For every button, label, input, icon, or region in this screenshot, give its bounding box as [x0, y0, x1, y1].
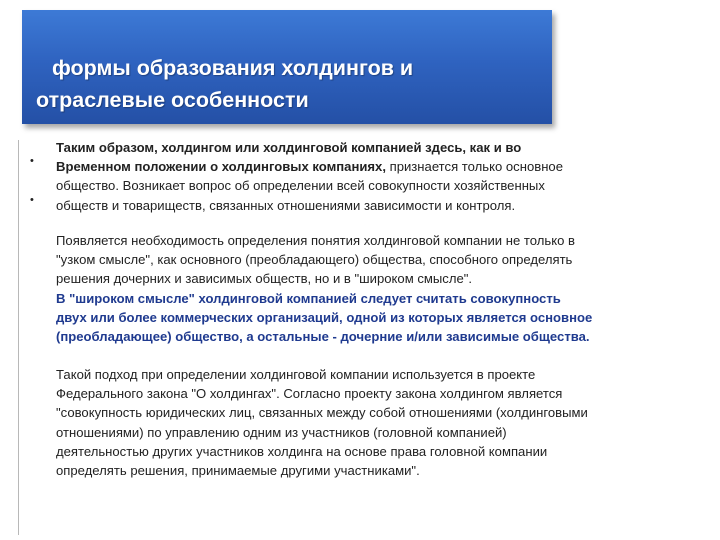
paragraph-3-line: Федерального закона "О холдингах". Согласно проекту закона холдингом является — [56, 386, 563, 402]
paragraph-2-highlight-line: двух или более коммерческих организаций, одной из которых является основное — [56, 309, 593, 325]
bullet-marker: • — [30, 194, 34, 206]
paragraph-3-line: определять решения, принимаемые другими участниками". — [56, 463, 420, 479]
paragraph-1-line: Таким образом, холдингом или холдинговой компанией здесь, как и во — [56, 140, 522, 155]
paragraph-2-line: "узком смысле", как основного (преобладающего) общества, способного определять — [56, 252, 573, 268]
paragraph-1-line: обществ и товариществ, связанных отношениями зависимости и контроля. — [56, 197, 516, 213]
paragraph-2-highlight-line: В "широком смысле" холдинговой компанией следует считать совокупность — [56, 290, 561, 306]
title-line-1: формы образования холдингов и — [52, 56, 414, 80]
paragraph-1-line — [56, 157, 716, 176]
paragraph-1-line-rest: признается только основное — [385, 159, 563, 175]
left-rule — [18, 140, 19, 535]
paragraph-2-line: Появляется необходимость определения понятия холдинговой компании не только в — [56, 233, 575, 248]
paragraph-3-line: Такой подход при определении холдинговой компании используется в проекте — [56, 367, 536, 382]
bold-reference: Временном положении о холдинговых компаниях, — [56, 159, 386, 175]
paragraph-2-highlight-line: (преобладающее) общество, а остальные - дочерние и/или зависимые общества. — [56, 329, 590, 345]
slide-title — [36, 52, 536, 116]
paragraph-2-line: решения дочерних и зависимых обществ, но и в "широком смысле". — [56, 271, 473, 287]
paragraph-3 — [56, 365, 716, 480]
paragraph-2 — [56, 231, 716, 346]
paragraph-3-line: деятельностью других участников холдинга на основе права головной компании — [56, 443, 548, 459]
paragraph-3-line: "совокупность юридических лиц, связанных между собой отношениями (холдинговыми — [56, 405, 588, 421]
paragraph-1 — [56, 138, 716, 215]
paragraph-3-line: отношениями) по управлению одним из участников (головной компанией) — [56, 424, 507, 440]
paragraph-1-line: общество. Возникает вопрос об определении всей совокупности хозяйственных — [56, 178, 545, 194]
title-line-2: отраслевые особенности — [36, 88, 309, 112]
bullet-marker: • — [30, 155, 34, 167]
